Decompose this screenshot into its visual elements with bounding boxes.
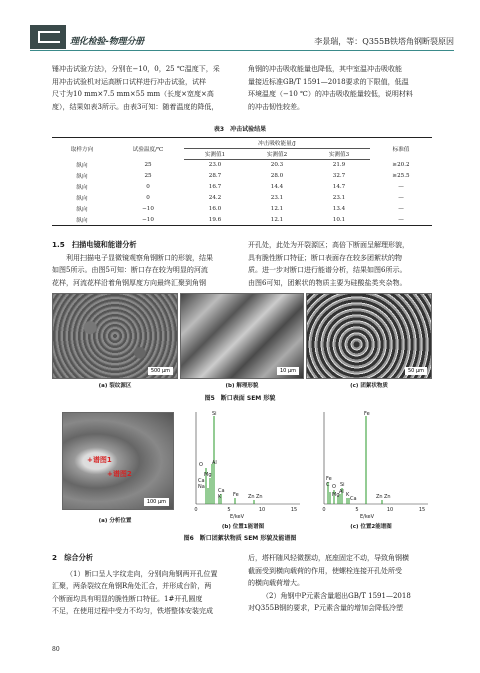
table-row [52, 182, 432, 193]
table-cell: 16.7 [208, 184, 222, 190]
table-row [52, 160, 432, 171]
x-axis-label: E/keV [230, 514, 245, 520]
table-cell: 0 [146, 184, 150, 190]
table-row [52, 193, 432, 204]
table-cell: ≥25.5 [392, 173, 410, 179]
peak-label: Na [198, 484, 205, 490]
text-line: 环境温度（−10 ℃）的冲击吸收能量较低，说明材料 [248, 90, 413, 98]
subfig-label: (c) 位置2能谱图 [350, 524, 392, 530]
peak-label: Zn [256, 494, 263, 500]
table-row [52, 215, 432, 226]
table-cell: 20.3 [270, 162, 284, 169]
peak-label: C [326, 482, 330, 488]
sec2-right-column [248, 552, 432, 615]
text-line: 利用扫描电子显微镜观察角钢断口的形貌，结果 [66, 253, 213, 262]
table-cell: 25 [144, 162, 152, 168]
table-cell: 10.1 [308, 215, 370, 226]
peak-label: K [346, 492, 350, 498]
tick-label: 10 [258, 507, 266, 513]
text-line: 不足，在使用过程中受力不均匀，铁塔整体安装完成 [52, 607, 213, 615]
journal-logo-icon [30, 25, 66, 49]
table-cell: 纵向 [76, 207, 88, 213]
table-cell: 24.2 [208, 195, 222, 201]
tick-label: 15 [290, 507, 298, 513]
table-cell: −10 [112, 215, 184, 226]
text-line: 的横向载荷增大。 [248, 579, 304, 587]
impact-test-table [52, 137, 432, 226]
table-cell: 28.7 [208, 173, 222, 179]
text-line: 开孔处，此处为开裂源区；高倍下断面呈解理形貌， [248, 241, 409, 249]
subfig-label: (b) 解理形貌 [225, 383, 259, 389]
text-line: 汇聚，两条裂纹在角钢R角处汇合，并形成台阶，两 [52, 582, 212, 590]
peak-label: Fe [364, 411, 370, 417]
table-cell: −10 [142, 206, 154, 212]
peak-label: Ca [198, 478, 205, 484]
section-heading: 1.5 扫描电镜和能谱分析 [52, 240, 137, 249]
table-cell: 28.0 [270, 173, 284, 179]
col-header: 标准值 [370, 138, 432, 160]
table-cell: 纵向 [76, 196, 88, 202]
table-cell: — [370, 215, 432, 226]
table-cell: 16.0 [208, 206, 222, 212]
peak-label: Zn [376, 494, 383, 500]
subfig-label: (c) 团絮状物质 [350, 383, 388, 389]
text-line: 后，塔杆随风轻微摆动，底座固定不动，导致角钢横 [248, 554, 409, 562]
text-line: 的冲击韧性较差。 [248, 102, 304, 111]
figure-caption: 图5 断口表面 SEM 形貌 [204, 395, 276, 402]
text-line: 个断面均具有明显的脆性断口特征。1#开孔圆度 [52, 594, 203, 603]
peak-label: O [199, 462, 203, 468]
tick-label: 0 [194, 507, 198, 513]
tick-label: 10 [386, 507, 394, 513]
subfig-label: (a) 分析位置 [98, 518, 132, 524]
table-cell: 0 [146, 195, 150, 201]
table-cell: 23.1 [332, 195, 346, 201]
tick-label: 5 [355, 507, 359, 513]
text-line: （1）断口呈人字纹走向，分别向角钢两开孔位置 [66, 569, 218, 578]
eds-spectrum-position2 [310, 408, 432, 514]
text-line: 对Q355B钢的要求，P元素含量的增加会降低冷塑 [248, 604, 403, 612]
figure-caption: 图6 断口团絮状物质 SEM 形貌及能谱图 [183, 535, 297, 542]
table-row [52, 204, 432, 215]
col-header: 实测值3 [308, 149, 370, 160]
subfig-label: (a) 裂纹源区 [98, 383, 132, 389]
table-cell: — [398, 195, 404, 201]
peak-label: Zn [384, 494, 391, 500]
table-cell: 12.1 [270, 206, 284, 212]
sem-image-crack-source [52, 293, 178, 379]
top-left-column [52, 63, 234, 113]
tick-label: 0 [322, 507, 326, 513]
text-line: 具有脆性断口特征；断口表面存在较多团絮状的物 [248, 253, 402, 262]
text-line: 量接近标准GB/T 1591—2018要求的下限值，低温 [248, 77, 409, 86]
table-cell: 21.9 [332, 162, 346, 169]
table-cell: 纵向 [52, 215, 112, 226]
peak-label: O [332, 484, 336, 490]
text-line: 锤冲击试验方法》，分别在−10，0，25 ℃温度下，采 [52, 65, 220, 73]
text-line: 花样，河流花样沿着角钢厚度方向最终汇聚到角钢 [52, 278, 206, 287]
col-header: 实测值1 [184, 149, 246, 160]
peak-label: Ca [350, 496, 357, 502]
table-cell: 23.1 [270, 195, 284, 201]
table-cell: 32.7 [332, 173, 346, 179]
journal-title: 理化检验-物理分册 [70, 37, 144, 47]
scale-bar: 50 μm [405, 367, 427, 375]
text-line: （2）角钢中P元素含量超出GB/T 1591—2018 [262, 591, 411, 600]
text-line: 尺寸为10 mm×7.5 mm×55 mm（长度×宽度×高 [52, 90, 214, 98]
peak-label: Al [212, 460, 217, 466]
sem-image-analysis-position [62, 412, 174, 510]
text-line: 角钢的冲击吸收能量也降低，其中室温冲击吸收能 [248, 65, 402, 73]
text-line: 质。进一步对断口进行能谱分析，结果如图6所示。 [248, 266, 407, 274]
section-heading: 2 综合分析 [52, 553, 93, 562]
x-axis-label: E/keV [360, 514, 375, 520]
spectrum-marker-2: +谱图2 [107, 470, 132, 478]
eds-spectrum-position1 [182, 408, 304, 514]
subfig-label: (b) 位置1能谱图 [221, 524, 265, 530]
page-header [30, 25, 454, 51]
peak-label: Mg [204, 472, 212, 478]
peak-label: Fe [326, 476, 332, 482]
table-cell: 19.6 [184, 215, 246, 226]
table-cell: 14.7 [332, 184, 346, 190]
tick-label: 15 [418, 507, 426, 513]
sec2-left-column [52, 552, 234, 618]
peak-label: Si [212, 411, 217, 417]
sec15-left-column [52, 239, 234, 289]
sem-image-cleavage [180, 293, 304, 379]
table-cell: — [398, 184, 404, 190]
table-row [52, 171, 432, 182]
col-header: 冲击吸收能量/J [184, 138, 370, 149]
table-cell: — [398, 206, 404, 212]
col-header: 试验温度/℃ [112, 138, 184, 160]
text-line: 由图6可知，团絮状的物质主要为硅酸盐类夹杂物。 [248, 278, 407, 287]
spectrum-marker-1: +谱图1 [87, 456, 112, 464]
col-header: 取样方向 [52, 138, 112, 160]
table-cell: 14.4 [270, 184, 284, 190]
top-right-column [248, 63, 432, 113]
col-header: 实测值2 [246, 149, 308, 160]
table-caption: 表3 冲击试验结果 [213, 126, 267, 133]
sec15-right-column [248, 239, 432, 289]
peak-label: Mg [332, 492, 340, 498]
page-number: 80 [52, 646, 60, 653]
peak-label: K [218, 494, 222, 500]
table-cell: 12.1 [246, 215, 308, 226]
text-line: 用冲击试验机对运高断口试样进行冲击试验，试样 [52, 77, 206, 86]
text-line: 度），结果如表3所示。由表3可知：随着温度的降低， [52, 102, 219, 111]
table-cell: ≥20.2 [392, 162, 410, 168]
scale-bar: 100 μm [144, 498, 169, 506]
table-cell: 13.4 [332, 206, 346, 212]
scale-bar: 10 μm [277, 367, 299, 375]
tick-label: 5 [227, 507, 231, 513]
scale-bar: 500 μm [148, 367, 173, 375]
table-cell: 纵向 [76, 174, 88, 180]
peak-label: Si [340, 482, 345, 488]
text-line: 如图5所示。由图5可知：断口存在较为明显的河流 [52, 266, 208, 274]
sem-image-flocculent [306, 293, 432, 379]
peak-label: Ca [218, 488, 225, 494]
table-cell: 纵向 [76, 163, 88, 169]
running-title: 李景瑞，等：Q355B铁塔角钢断裂原因 [314, 37, 454, 46]
text-line: 截面受到横向载荷的作用，使螺栓连接开孔处所受 [248, 566, 402, 575]
table-cell: 23.0 [208, 162, 222, 169]
peak-label: Zn [248, 494, 255, 500]
peak-label: Fe [233, 492, 239, 498]
table-cell: 纵向 [76, 185, 88, 191]
table-cell: 25 [144, 173, 152, 179]
peak-label: Al [339, 489, 344, 495]
